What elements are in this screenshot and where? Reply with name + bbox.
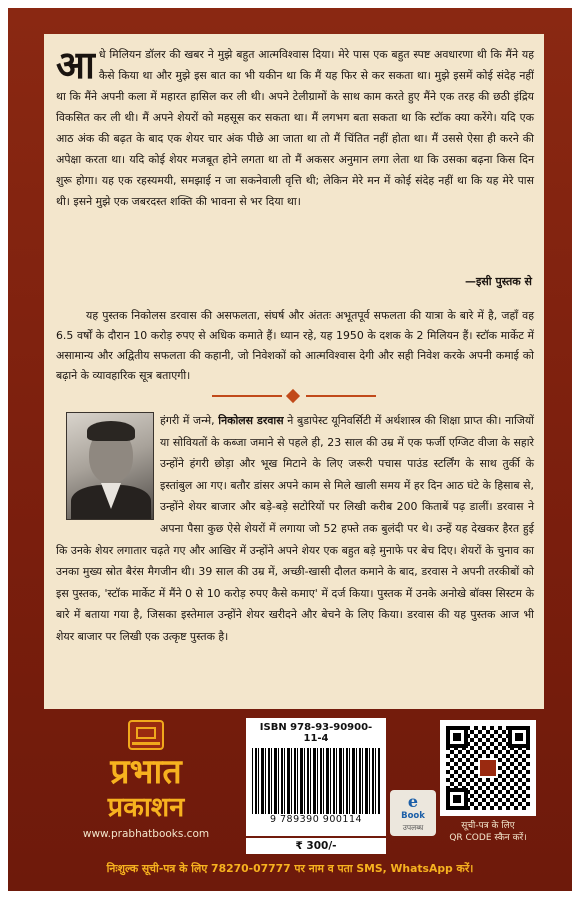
qr-caption-line1: सूची-पत्र के लिए [461, 821, 515, 831]
bio-lead: हंगरी में जन्मे, [160, 414, 219, 427]
ebook-sub: उपलब्ध [402, 823, 424, 832]
back-cover [8, 8, 572, 891]
price-label: ₹ 300/- [246, 838, 386, 854]
barcode-icon [252, 748, 380, 814]
publisher-logo [66, 720, 226, 850]
drop-cap: आ [56, 43, 95, 87]
catalogue-qr-code[interactable] [440, 720, 536, 816]
publisher-emblem-icon [128, 720, 164, 750]
book-blurb: यह पुस्तक निकोलस डरवास की असफलता, संघर्ष और अंततः अभूतपूर्व सफलता की यात्रा के बारे में है, जहाँ वह 6.5 वर्षों के दौरान 10 करोड़ रुपए से अधिक कमाते हैं। ध्यान रहे, यह 1950 के दशक के 2 मिलियन हैं। स्टॉक मार्केट में असामान्य और अद्वितीय सफलता की कहानी, जो निवेशकों को आत्मविश्वास देगी और सही निवेश करके अपनी कमाई को बढ़ाने के व्यावहारिक सूत्र बताएगी। [56, 309, 534, 382]
publisher-url: www.prabhatbooks.com [82, 828, 210, 840]
excerpt-source: —इसी पुस्तक से [464, 275, 532, 288]
divider-line-left [212, 395, 282, 397]
excerpt-text: धे मिलियन डॉलर की खबर ने मुझे बहुत आत्मविश्वास दिया। मेरे पास एक बहुत स्पष्ट अवधारणा थी कि मैंने यह कैसे किया था और मुझे इस बात का भी यकीन था कि मैं यह फिर से कर सकता था। मुझे इसमें कोई संदेह नहीं था कि मैंने अपनी कला में महारत हासिल कर ली थी। अपने टेलीग्रामों के साथ काम करते हुए मैंने एक तरह की छठी इंद्रिय विकसित कर ली थी। मैं अपने शेयरों को महसूस कर सकता था। मैं लगभग बता सकता था कि स्टॉक क्या करेंगे। यदि एक आठ अंक की बढ़त के बाद एक शेयर चार अंक पीछे आ जाता था तो मैं चिंतित नहीं होता था। मैं उससे ऐसा ही करने की अपेक्षा करता था। यदि कोई शेयर मजबूत होने लगता था तो मैं अकसर अनुमान लगा लेता था कि उसका बढ़ना किस दिन शुरू होगा। यह एक रहस्यमयी, समझाई न जा सकनेवाली वृत्ति थी; लेकिन मेरे मन में कोई संदेह नहीं था कि यह मेरे पास थी। इसने मुझे एक जबरदस्त शक्ति की भावना से भर दिया था। [56, 48, 534, 208]
author-bio [56, 410, 534, 648]
qr-code-icon [446, 726, 530, 810]
barcode-digits: 9 789390 900114 [269, 814, 363, 825]
author-name: निकोलस डरवास [218, 414, 284, 427]
divider-line-right [306, 395, 376, 397]
excerpt-quote [56, 44, 534, 212]
publisher-name-line1: प्रभात [110, 752, 182, 792]
qr-caption-line2: QR CODE स्कैन करें। [449, 833, 527, 843]
ebook-letter: e [407, 792, 419, 811]
text-panel [44, 34, 544, 709]
isbn-number: ISBN 978-93-90900-11-4 [259, 722, 373, 744]
footer-contact: निःशुल्क सूची-पत्र के लिए 78270-07777 पर नाम व पता SMS, WhatsApp करें। [106, 862, 474, 875]
isbn-barcode [246, 718, 386, 836]
publisher-name-line2: प्रकाशन [107, 792, 185, 823]
ebook-label: Book [401, 811, 425, 821]
qr-caption [436, 820, 540, 844]
ornamental-divider [212, 391, 376, 401]
divider-diamond [286, 389, 300, 403]
bio-text: ने बुडापेस्ट यूनिवर्सिटी में अर्थशास्त्र की शिक्षा प्राप्त की। नाजियों या सोवियतों के कब्जा जमाने से पहले ही, 23 साल की उम्र में एक फर्जी एग्जिट वीजा के सहारे उन्होंने हंगरी छोड़ा और भूख मिटाने के लिए जरूरी पचास पाउंड स्टर्लिंग के साथ तुर्की के इस्तांबुल आ गए। बतौर डांसर अपने काम से मिले खाली समय में हर दिन आठ घंटे के हिसाब से, उन्होंने शेयर बाजार और बड़े-बड़े सटोरियों पर लिखी करीब 200 किताबें पढ़ डालीं। डरवास ने अपना पैसा कुछ ऐसे शेयरों में लगाया जो 52 हफ्ते तक बुलंदी पर थे। उन्हें यह देखकर हैरत हुई कि उनके शेयर लगातार चढ़ते गए और आखिर में उन्होंने अपने शेयर एक बहुत बड़े मुनाफे पर बेच दिए। शेयरों के चुनाव का उनका मुख्य स्रोत बैरंस मैगजीन थी। 39 साल की उम्र में, अच्छी-खासी दौलत कमाने के बाद, डरवास ने अपनी तरकीबों को इस पुस्तक, 'स्टॉक मार्केट में मैंने 0 से 10 करोड़ रुपए कैसे कमाए' में दर्ज किया। पुस्तक में उनके अनोखे बॉक्स सिस्टम के बारे में बताया गया है, जिसका इस्तेमाल उन्होंने शेयर खरीदने और बेचने के लिए किया। डरवास की यह पुस्तक आज भी शेयर बाजार पर लिखी एक उत्कृष्ट पुस्तक है। [56, 414, 534, 643]
ebook-available-icon [390, 790, 436, 836]
